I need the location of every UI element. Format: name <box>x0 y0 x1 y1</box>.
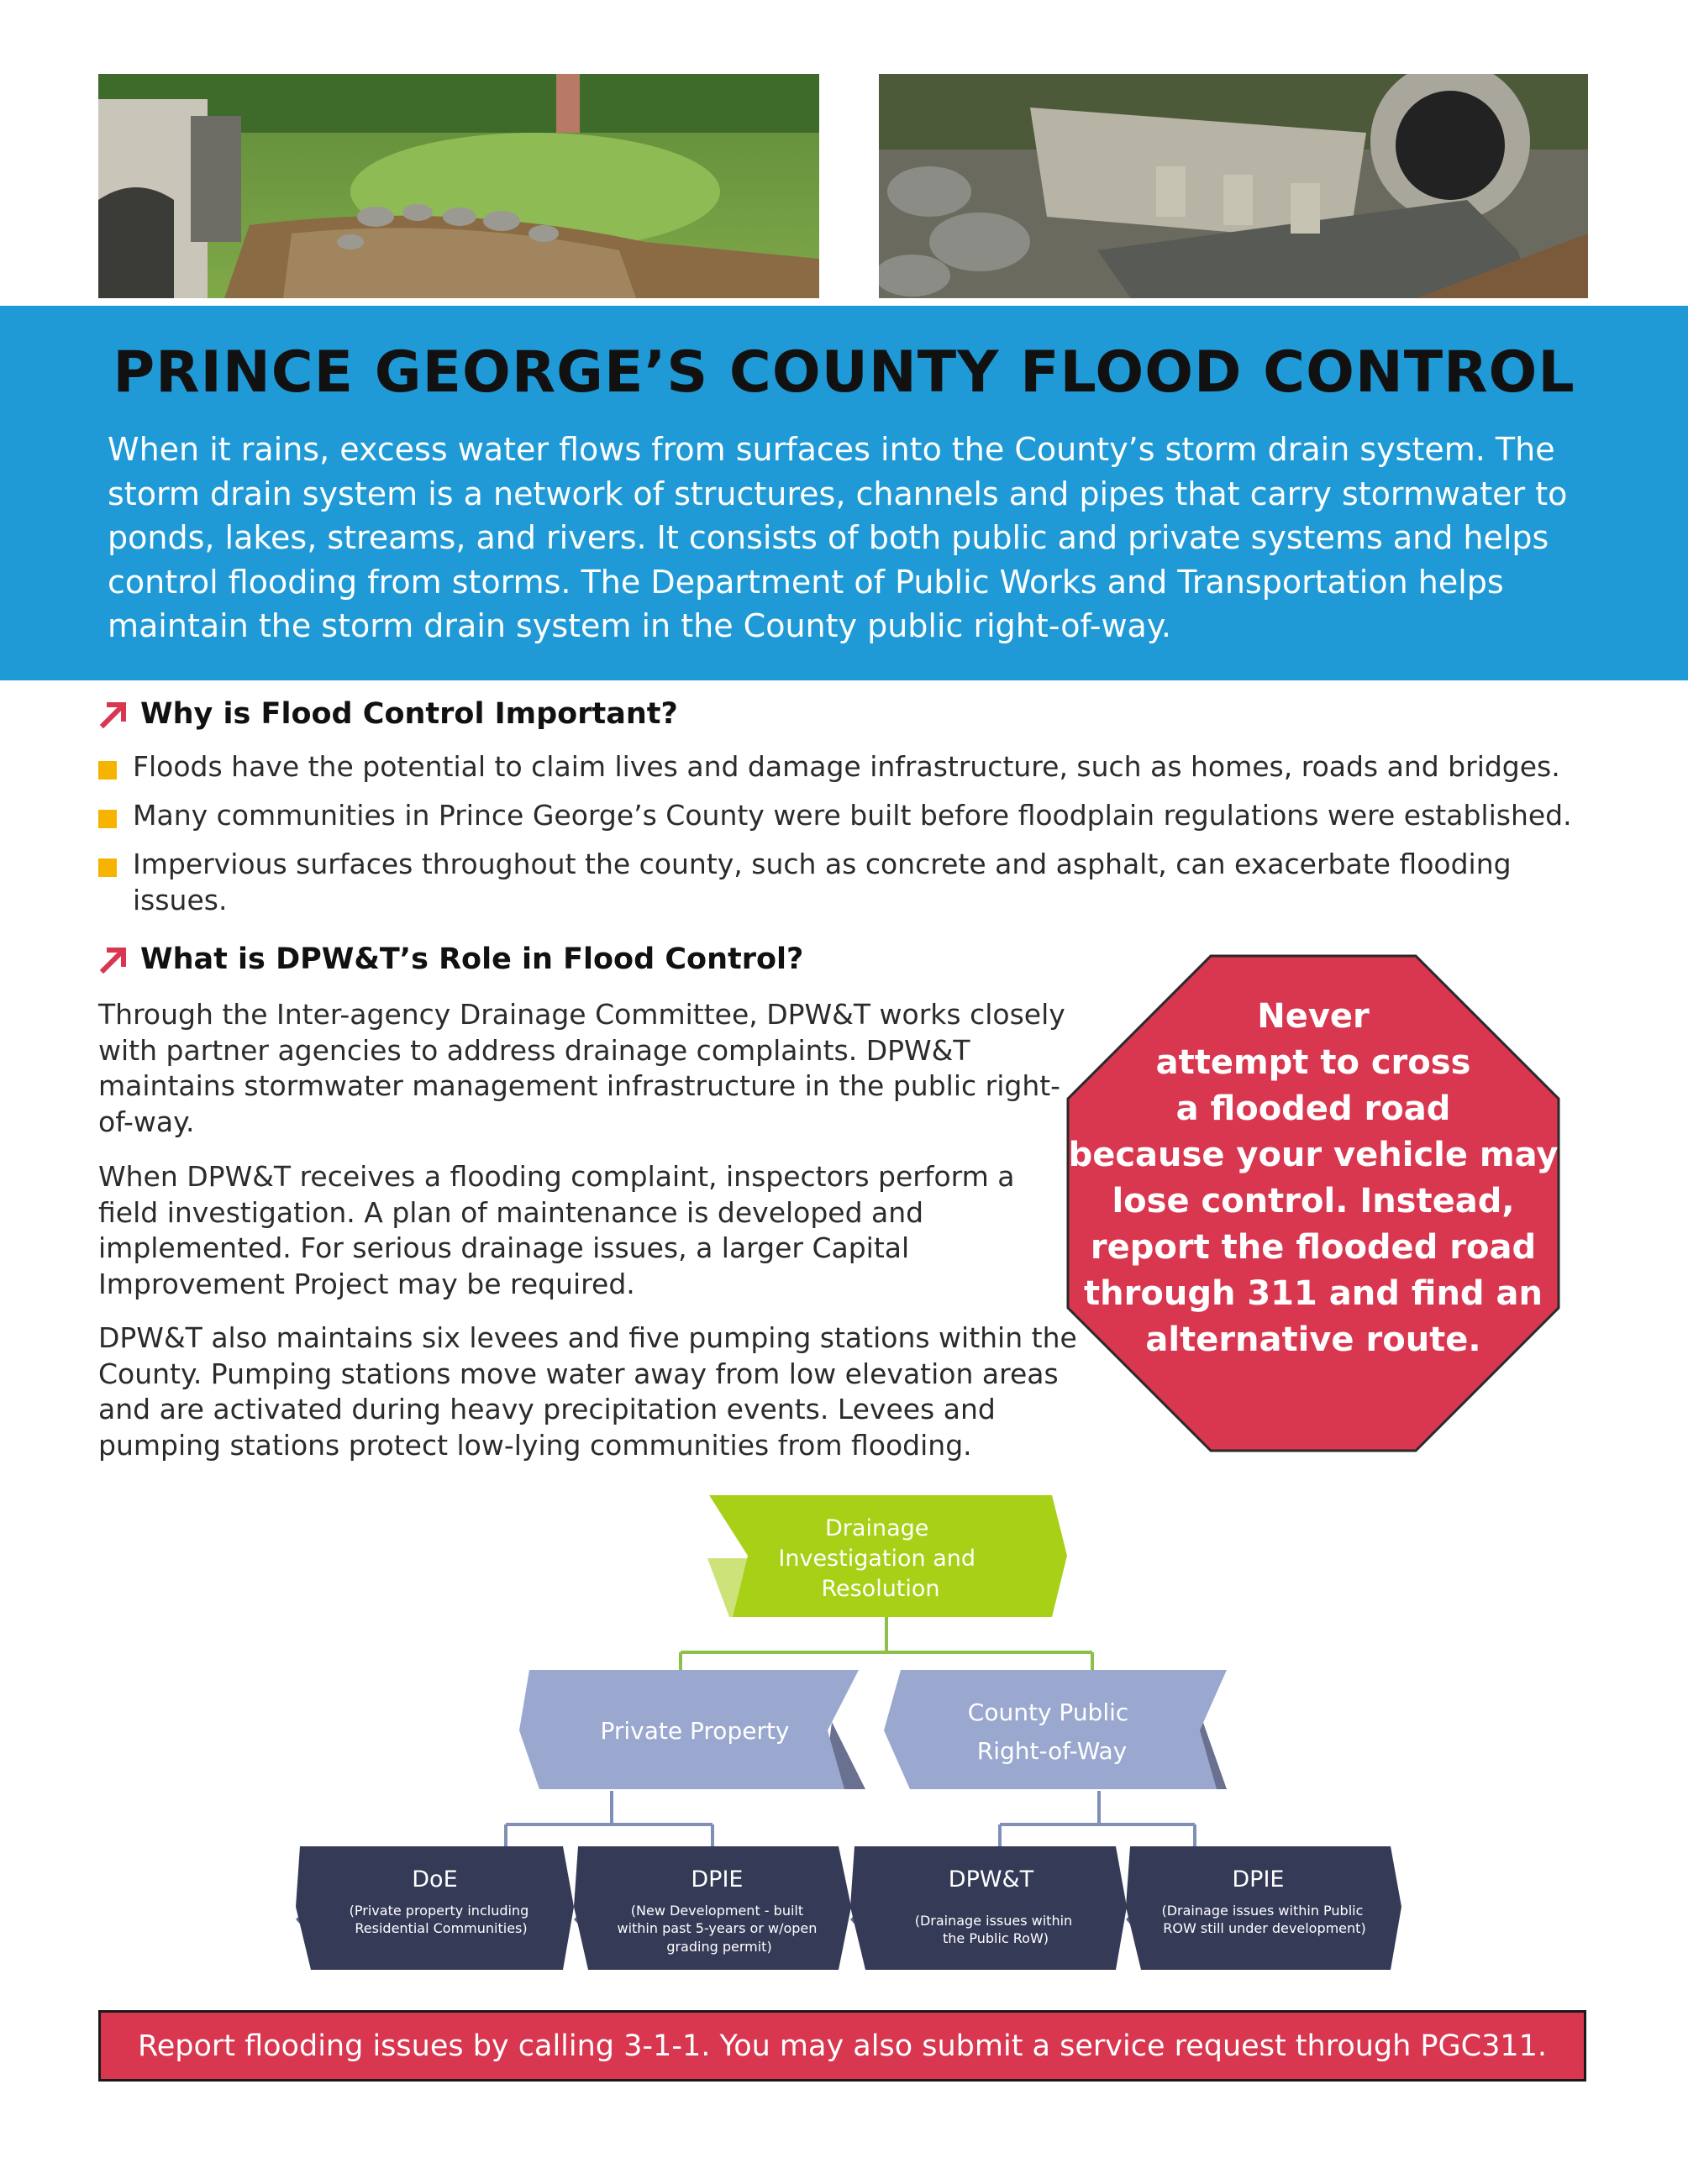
creek-culvert-photo <box>98 74 819 298</box>
arrow-up-right-icon <box>98 700 127 728</box>
box-dpie-public-row <box>1126 1846 1401 1970</box>
square-bullet-icon <box>98 810 117 828</box>
dpie-title: DPIE <box>691 1866 744 1893</box>
square-bullet-icon <box>98 858 117 877</box>
svg-text:DoE (Private property in: DoE (Private property including Residential Communities) <box>349 1866 529 1936</box>
dpwt-title: DPW&T <box>948 1866 1034 1893</box>
section-heading-text: What is DPW&T’s Role in Flood Control? <box>140 942 804 976</box>
page-title: PRINCE GEORGE’S COUNTY FLOOD CONTROL <box>113 339 1575 406</box>
private-property-label: Private Property <box>600 1717 790 1745</box>
section-heading-role <box>98 942 803 976</box>
box-dpwt <box>850 1846 1127 1970</box>
county-public-row-label: County Public Right-of-Way <box>967 1698 1129 1765</box>
report-flooding-footer: Report flooding issues by calling 3-1-1. You may also submit a service request through PGC311. <box>98 2010 1586 2082</box>
root-box-drainage-investigation <box>707 1495 1067 1617</box>
role-paragraph: Through the Inter-agency Drainage Committee, DPW&T works closely with partner agencies to address drainage complaints. DPW&T maintains stormwater management infrastructure in the public right-of-way. <box>98 998 1065 1138</box>
intro-paragraph: When it rains, excess water flows from surfaces into the County’s storm drain system. The storm drain system is a network of structures, channels and pipes that carry stormwater to ponds, lakes, streams, and rivers. It consists of both public and private systems and helps control flooding from storms. The Department of Public Works and Transportation helps maintain the storm drain system in the County public right-of-way. <box>108 431 1568 644</box>
role-paragraph: DPW&T also maintains six levees and five pumping stations within the County. Pumping stations move water away from low elevation areas and are activated during heavy precipitation events. Levees and pumping stations protect low-lying communities from flooding. <box>98 1321 1077 1462</box>
root-connector <box>681 1617 1092 1670</box>
square-bullet-icon <box>98 761 117 780</box>
doe-title: DoE <box>412 1866 458 1893</box>
arrow-up-right-icon <box>98 945 127 974</box>
box-private-property <box>519 1670 865 1789</box>
box-doe <box>296 1846 574 1970</box>
box-county-public-row <box>884 1670 1227 1789</box>
dpie-title: DPIE <box>1232 1866 1285 1893</box>
list-item: Floods have the potential to claim lives and damage infrastructure, such as homes, roads and bridges. <box>98 748 1602 785</box>
svg-text:DPW&T (Drainage issues w: DPW&T (Drainage issues within the Public RoW) <box>914 1866 1073 1946</box>
role-paragraph: When DPW&T receives a flooding complaint, inspectors perform a field investigation. A plan of maintenance is developed and implemented. For serious drainage issues, a larger Capital Improvement Project may be required. <box>98 1160 1015 1300</box>
list-item: Impervious surfaces throughout the county, such as concrete and asphalt, can exacerbate flooding issues. <box>98 846 1602 918</box>
box-dpie-new-development <box>574 1846 851 1970</box>
section-heading-text: Why is Flood Control Important? <box>140 697 678 731</box>
root-label: Drainage Investigation and Resolution <box>778 1515 976 1602</box>
svg-text:DPIE (New Development -: DPIE (New Development - built within past 5-years or w/open grading permit) <box>617 1866 818 1955</box>
level2-connector <box>506 1791 1195 1846</box>
list-item: Many communities in Prince George’s County were built before floodplain regulations were established. <box>98 797 1602 833</box>
importance-list <box>98 748 1602 931</box>
stormwater-outfall-photo <box>879 74 1588 298</box>
title-banner <box>0 306 1688 680</box>
svg-text:DPIE (Drainage issues wi: DPIE (Drainage issues within Public ROW still under development) <box>1161 1866 1366 1936</box>
section-heading-importance <box>98 697 678 731</box>
stop-sign-callout: Never attempt to cross a flooded road because your vehicle may lose control. Instead, report the flooded road through 311 and find an alternative route. <box>1068 997 1559 1359</box>
drainage-org-chart <box>286 1487 1412 1982</box>
